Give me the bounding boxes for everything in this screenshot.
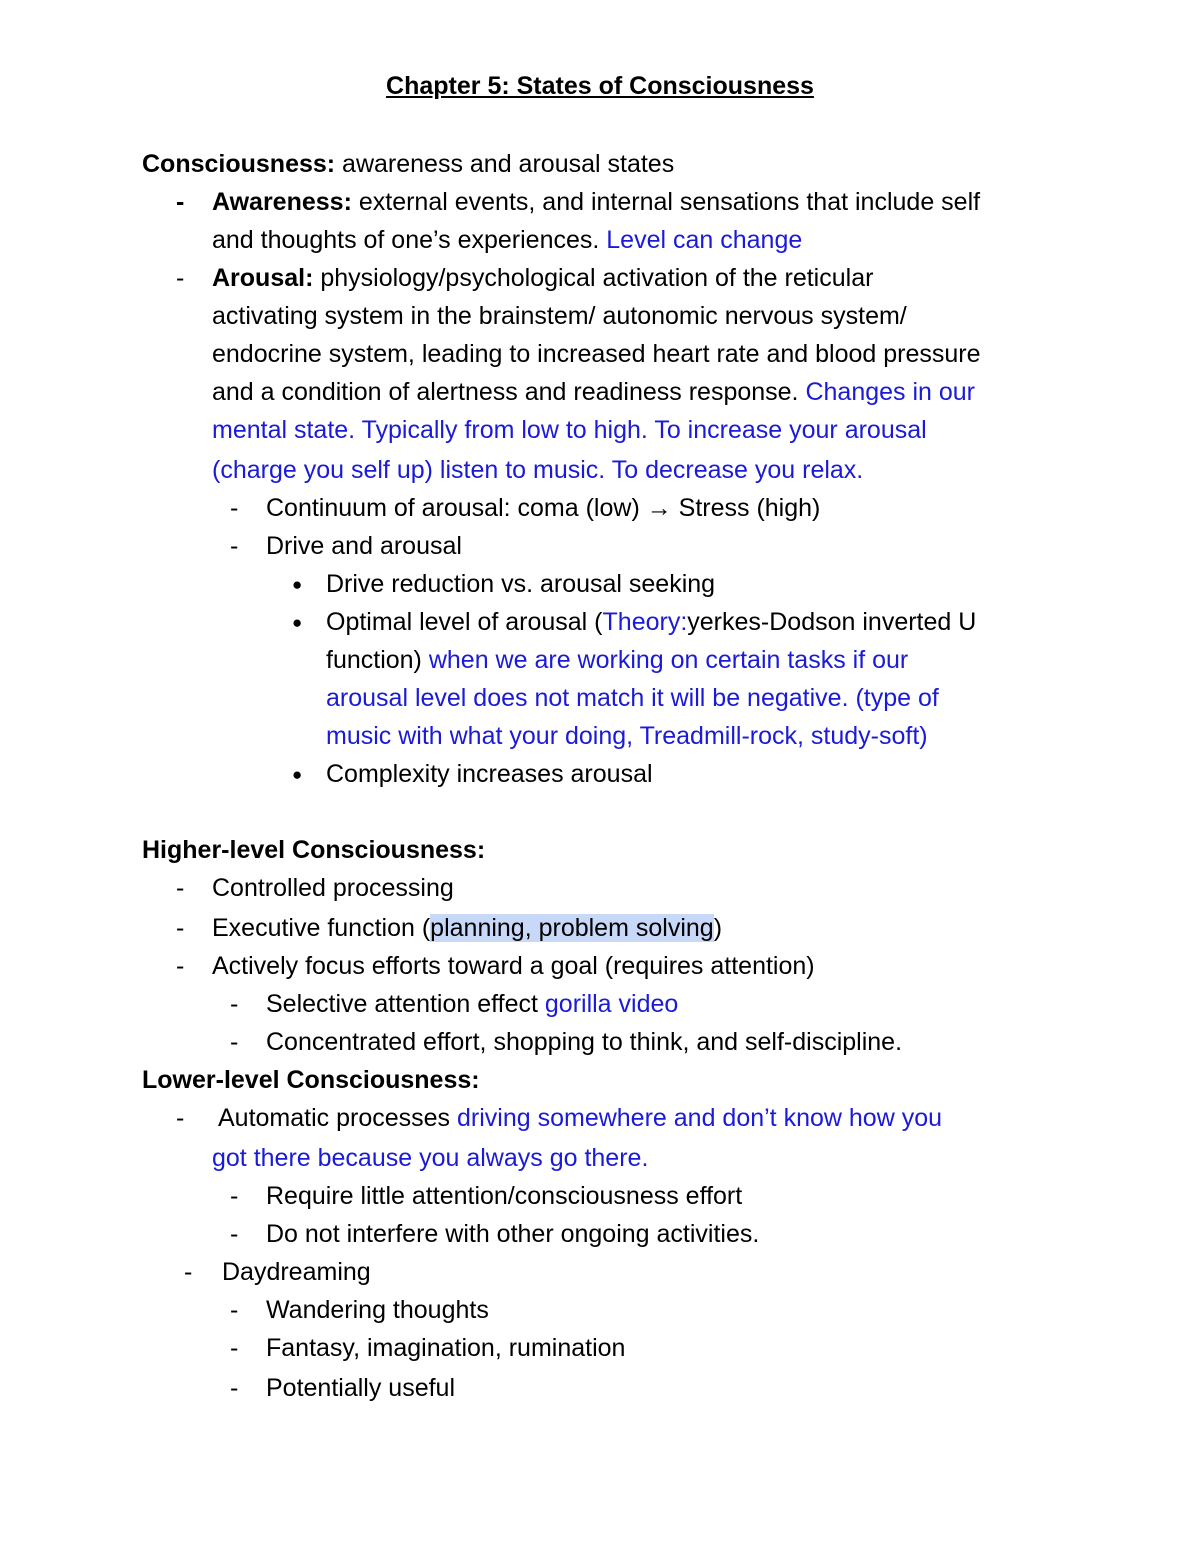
bullet-icon: ● bbox=[292, 613, 303, 632]
awareness-line-1 bbox=[212, 186, 980, 218]
arousal-note-1: Changes in our bbox=[805, 378, 976, 406]
dash-marker: - bbox=[176, 914, 185, 942]
optimal-line-2 bbox=[326, 644, 908, 676]
higher-heading: Higher-level Consciousness: bbox=[142, 836, 486, 864]
dash-marker: - bbox=[230, 532, 239, 560]
interfere-item: Do not interfere with other ongoing activities. bbox=[266, 1220, 760, 1248]
lower-heading: Lower-level Consciousness: bbox=[142, 1066, 480, 1094]
executive-text-a: Executive function ( bbox=[212, 914, 431, 942]
dash-marker: - bbox=[176, 1104, 185, 1132]
dash-marker: - bbox=[176, 952, 185, 980]
useful-item: Potentially useful bbox=[266, 1374, 456, 1402]
executive-item bbox=[212, 912, 722, 944]
arousal-term: Arousal: bbox=[212, 264, 314, 292]
selective-text: Selective attention effect bbox=[266, 990, 545, 1018]
dash-marker: - bbox=[230, 990, 239, 1018]
arousal-line-2: activating system in the brainstem/ autonomic nervous system/ bbox=[212, 302, 907, 330]
automatic-note-1: driving somewhere and don’t know how you bbox=[457, 1104, 942, 1132]
actively-item: Actively focus efforts toward a goal (requires attention) bbox=[212, 952, 815, 980]
highlighted-text: planning, problem solving bbox=[430, 914, 714, 942]
optimal-text-b: yerkes-Dodson inverted U bbox=[687, 608, 977, 636]
automatic-note-2: got there because you always go there. bbox=[212, 1144, 649, 1172]
controlled-item: Controlled processing bbox=[212, 874, 454, 902]
dash-marker: - bbox=[230, 1296, 239, 1324]
bullet-icon: ● bbox=[292, 575, 303, 594]
optimal-note-2: arousal level does not match it will be negative. (type of bbox=[326, 684, 939, 712]
dash-marker: - bbox=[230, 1220, 239, 1248]
arousal-note-2: mental state. Typically from low to high. To increase your arousal bbox=[212, 416, 927, 444]
drive-reduction-item: Drive reduction vs. arousal seeking bbox=[326, 570, 716, 598]
consciousness-line bbox=[142, 148, 674, 180]
consciousness-term: Consciousness: bbox=[142, 150, 336, 178]
arousal-text-4: and a condition of alertness and readiness response. bbox=[212, 378, 806, 406]
complexity-item: Complexity increases arousal bbox=[326, 760, 653, 788]
automatic-line-1 bbox=[218, 1102, 942, 1134]
dash-marker: - bbox=[176, 264, 185, 292]
executive-text-b: ) bbox=[713, 914, 723, 942]
dash-marker: - bbox=[230, 494, 239, 522]
arousal-line-4 bbox=[212, 376, 975, 408]
drive-item: Drive and arousal bbox=[266, 532, 462, 560]
page-title: Chapter 5: States of Consciousness bbox=[386, 72, 814, 100]
awareness-text-2: and thoughts of one’s experiences. bbox=[212, 226, 607, 254]
arousal-line-1 bbox=[212, 262, 873, 294]
continuum-item: Continuum of arousal: coma (low) → Stress (high) bbox=[266, 494, 821, 522]
arousal-note-3: (charge you self up) listen to music. To decrease you relax. bbox=[212, 456, 864, 484]
dash-marker: - bbox=[184, 1258, 193, 1286]
selective-note: gorilla video bbox=[544, 990, 679, 1018]
consciousness-def: awareness and arousal states bbox=[335, 150, 675, 178]
dash-marker: - bbox=[230, 1182, 239, 1210]
dash-marker: - bbox=[176, 188, 185, 216]
awareness-note: Level can change bbox=[606, 226, 803, 254]
awareness-term: Awareness: bbox=[212, 188, 352, 216]
optimal-note-3: music with what your doing, Treadmill-rock, study-soft) bbox=[326, 722, 928, 750]
automatic-text: Automatic processes bbox=[218, 1104, 457, 1132]
optimal-text-a: Optimal level of arousal ( bbox=[326, 608, 603, 636]
awareness-text-1: external events, and internal sensations that include self bbox=[351, 188, 981, 216]
awareness-line-2 bbox=[212, 224, 802, 256]
wandering-item: Wandering thoughts bbox=[266, 1296, 489, 1324]
bullet-icon: ● bbox=[292, 765, 303, 784]
arousal-line-3: endocrine system, leading to increased heart rate and blood pressure bbox=[212, 340, 981, 368]
dash-marker: - bbox=[176, 874, 185, 902]
arousal-text-1: physiology/psychological activation of the reticular bbox=[313, 264, 874, 292]
theory-label: Theory: bbox=[602, 608, 688, 636]
selective-item bbox=[266, 988, 678, 1020]
optimal-line-1 bbox=[326, 606, 976, 638]
dash-marker: - bbox=[230, 1374, 239, 1402]
optimal-note-1: when we are working on certain tasks if our bbox=[428, 646, 909, 674]
require-item: Require little attention/consciousness effort bbox=[266, 1182, 743, 1210]
dash-marker: - bbox=[230, 1028, 239, 1056]
daydreaming-item: Daydreaming bbox=[222, 1258, 371, 1286]
concentrated-item: Concentrated effort, shopping to think, and self-discipline. bbox=[266, 1028, 903, 1056]
fantasy-item: Fantasy, imagination, rumination bbox=[266, 1334, 626, 1362]
optimal-text-c: function) bbox=[326, 646, 429, 674]
dash-marker: - bbox=[230, 1334, 239, 1362]
